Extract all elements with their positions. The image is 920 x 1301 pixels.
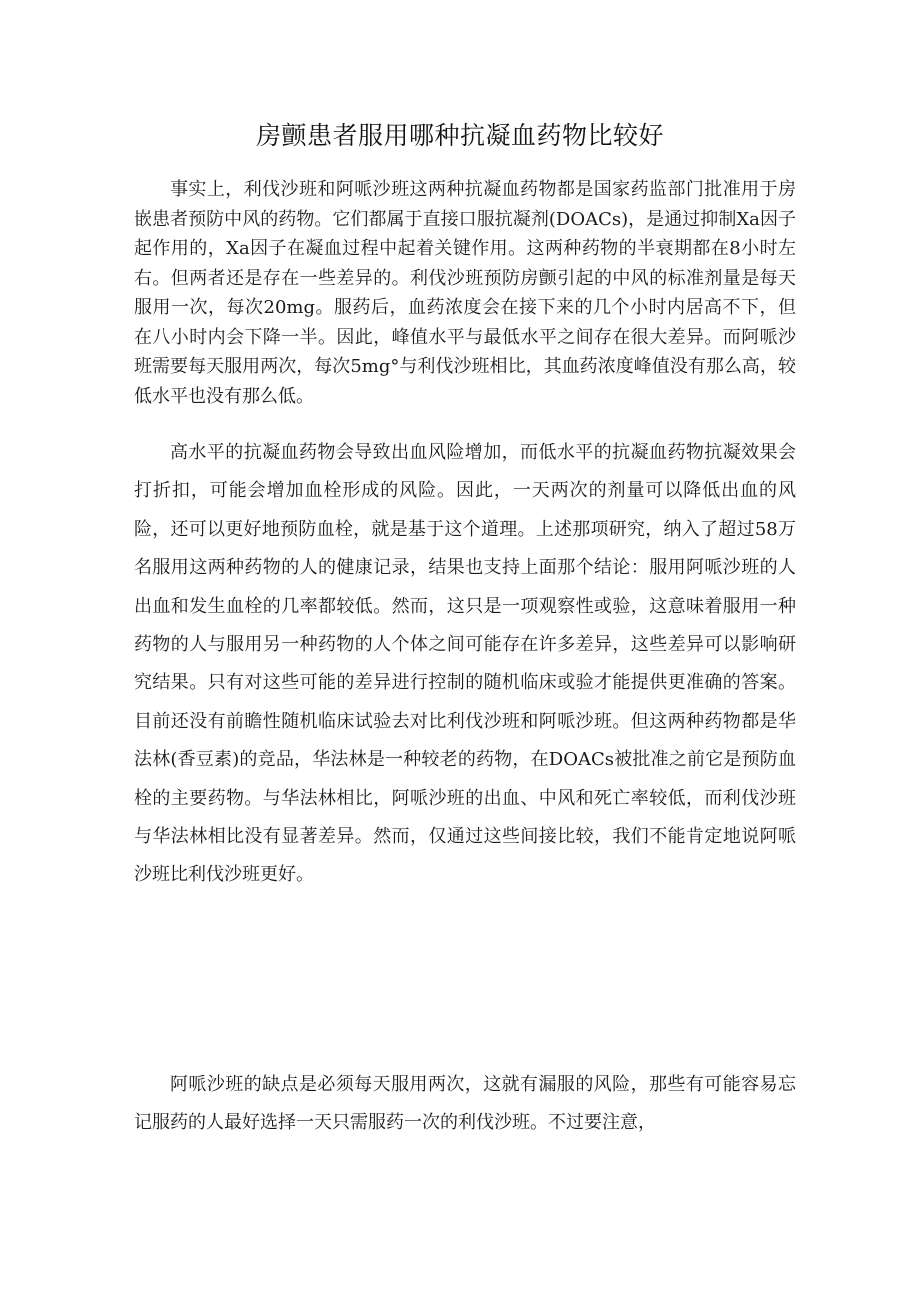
paragraph-bleeding-risk: 高水平的抗凝血药物会导致出血风险增加，而低水平的抗凝血药物抗凝效果会打折扣，可能会增加血栓形成的风险。因此，一天两次的剂量可以降低出血的风险，还可以更好地预防血栓，就是基于这个道理。上述那项研究，纳入了超过58万名服用这两种药物的人的健康记录，结果也支持上面那个结论：服用阿哌沙班的人出血和发生血栓的几率都较低。然而，这只是一项观察性或验，这意味着服用一种药物的人与服用另一种药物的人个体之间可能存在许多差异，这些差异可以影响研究结果。只有对这些可能的差异进行控制的随机临床或验才能提供更准确的答案。目前还没有前瞻性随机临床试验去对比利伐沙班和阿哌沙班。但这两种药物都是华法林(香豆素)的竞品，华法林是一种较老的药物，在DOACs被批准之前它是预防血栓的主要药物。与华法林相比，阿哌沙班的出血、中风和死亡率较低，而利伐沙班与华法林相比没有显著差异。然而，仅通过这些间接比较，我们不能肯定地说阿哌沙班比利伐沙班更好。 <box>134 442 796 886</box>
paragraph-drug-comparison: 事实上，利伐沙班和阿哌沙班这两种抗凝血药物都是国家药监部门批准用于房嵌患者预防中风的药物。它们都属于直接口服抗凝剂(DOACs)，是通过抑制Xa因子起作用的，Xa因子在凝血过程中起着关键作用。这两种药物的半衰期都在8小时左右。但两者还是存在一些差异的。利伐沙班预防房颤引起的中风的标准剂量是每天服用一次，每次20mg。服药后，血药浓度会在接下来的几个小时内居高不下，但在八小时内会下降一半。因此，峰值水平与最低水平之间存在很大差异。而阿哌沙班需要每天服用两次，每次5mg°与利伐沙班相比，其血药浓度峰值没有那么高，较低水平也没有那么低。 <box>134 179 796 407</box>
document-title: 房颤患者服用哪种抗凝血药物比较好 <box>255 121 664 150</box>
paragraph-dosing-drawback: 阿哌沙班的缺点是必须每天服用两次，这就有漏服的风险，那些有可能容易忘记服药的人最好选择一天只需服药一次的利伐沙班。不过要注意， <box>134 1074 796 1134</box>
